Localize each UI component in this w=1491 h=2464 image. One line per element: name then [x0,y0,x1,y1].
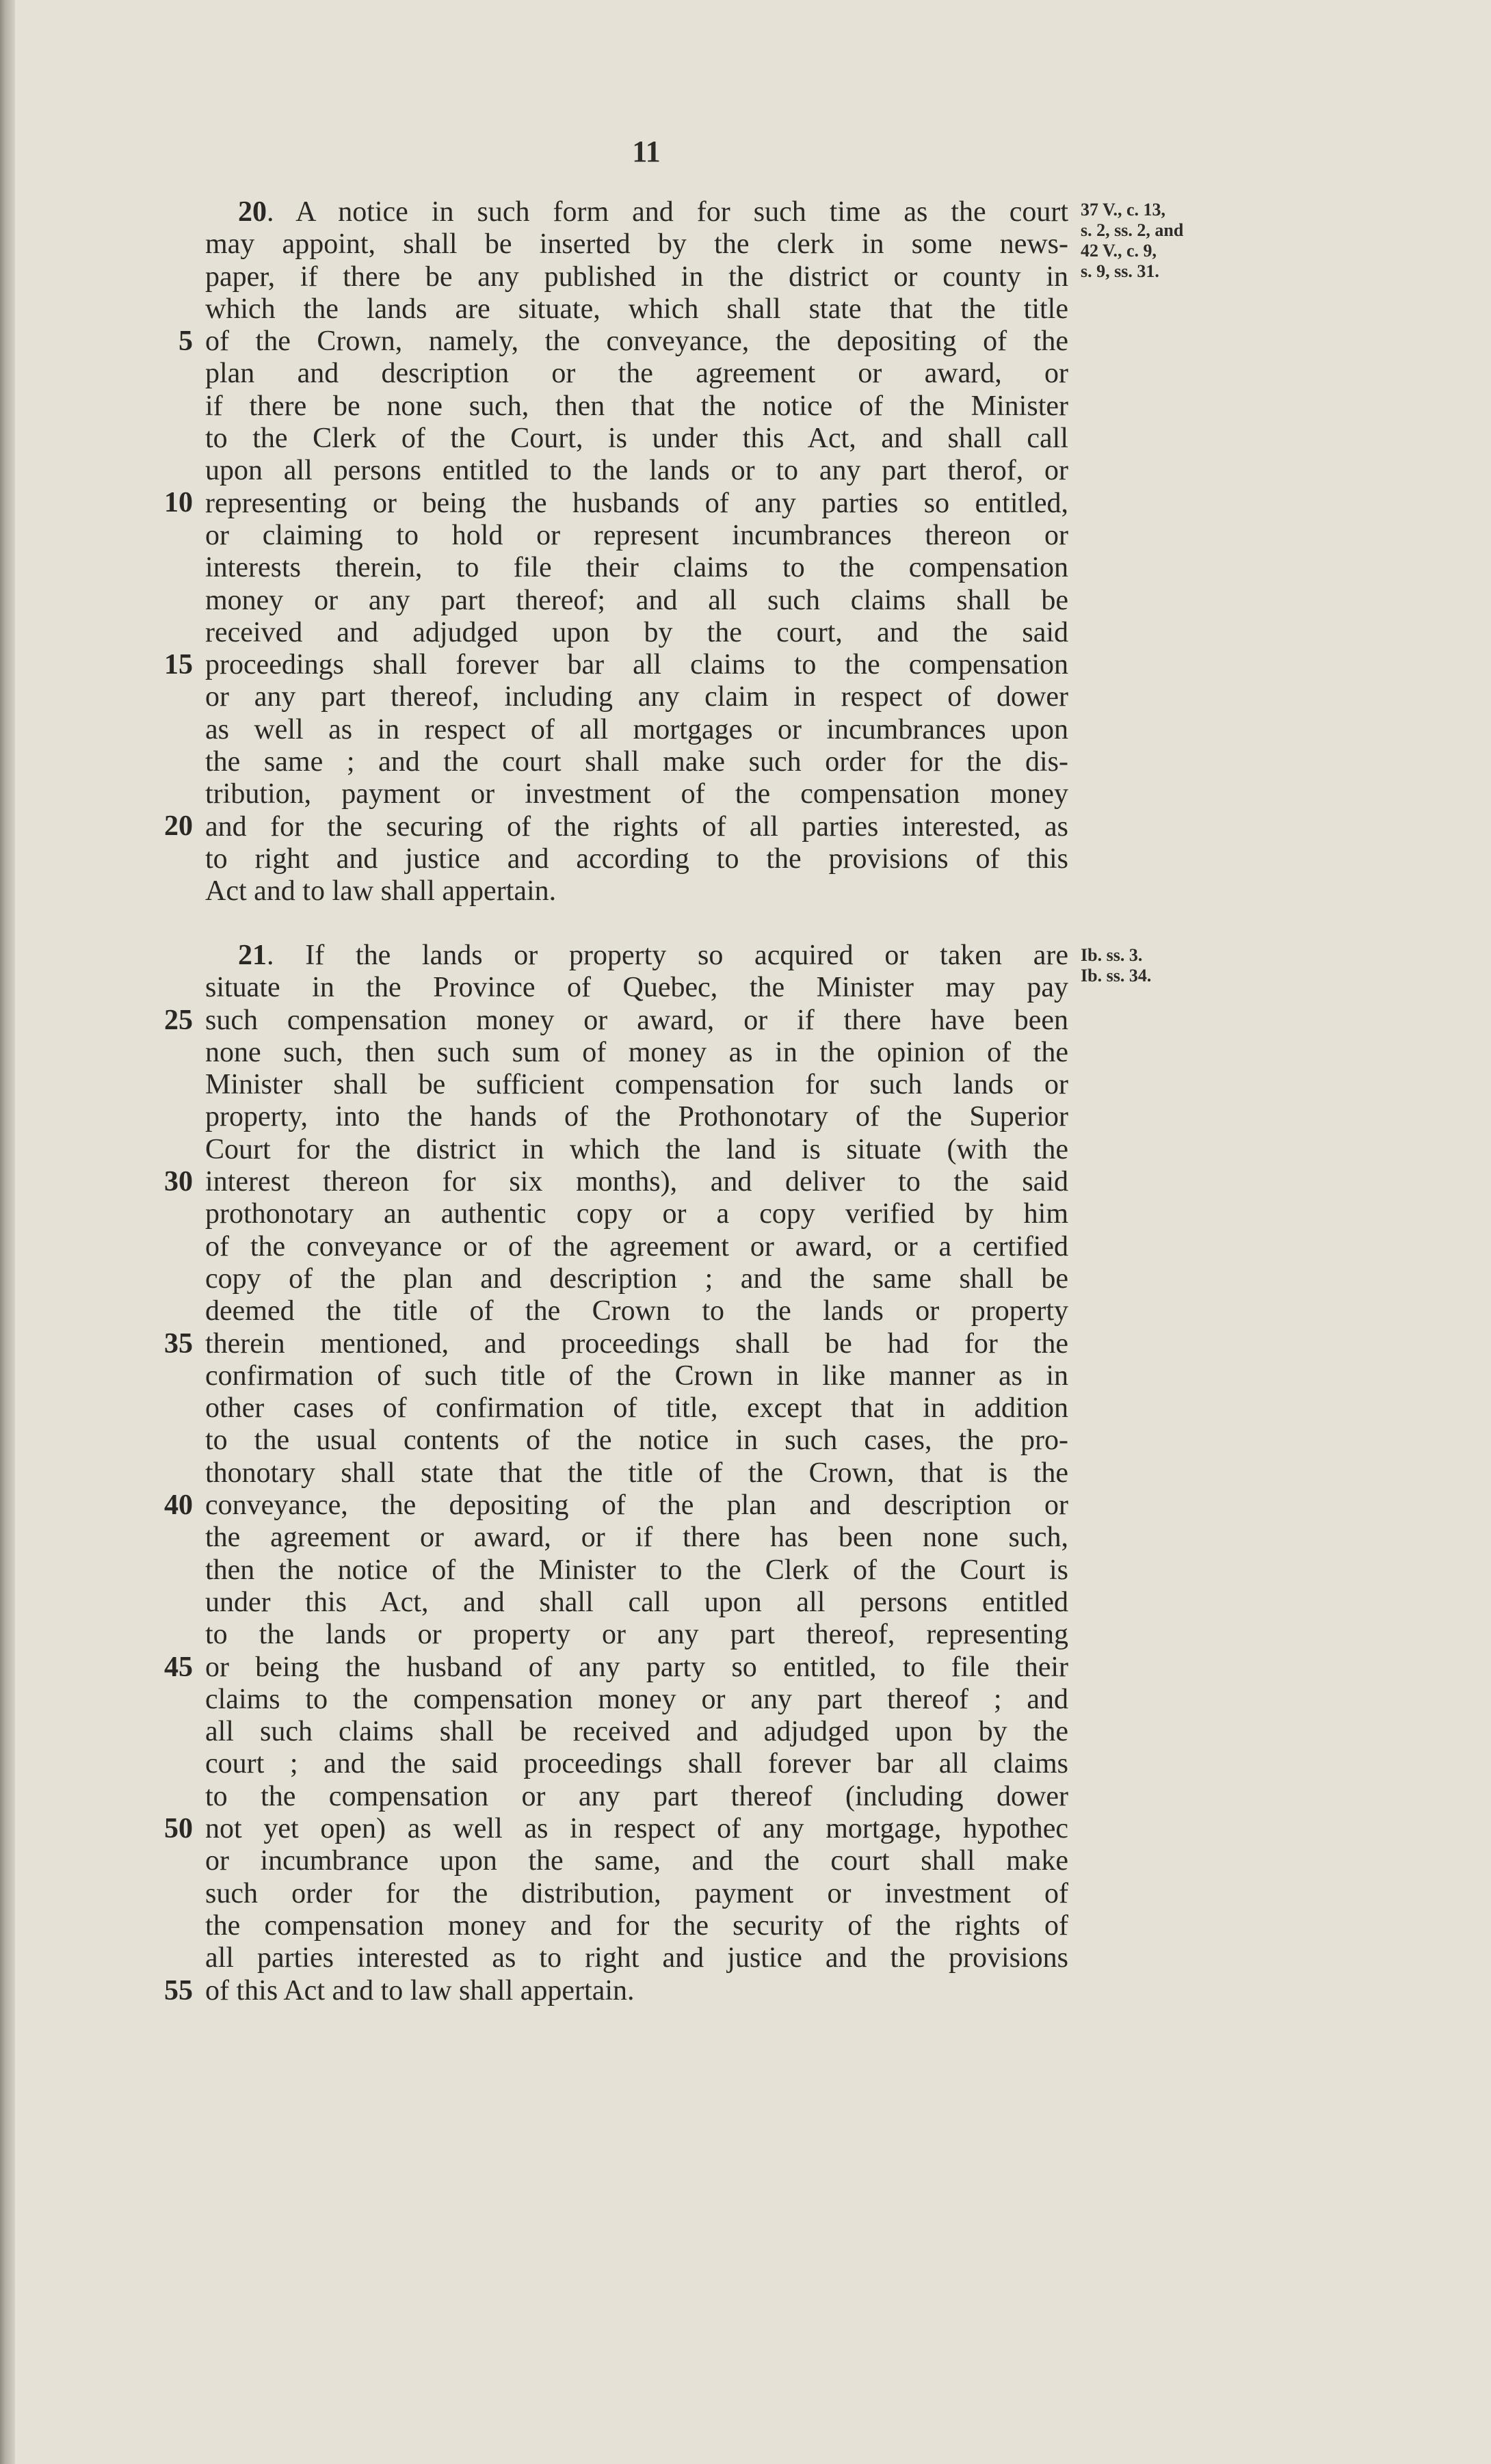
text-line: representing or being the husbands of any parties so entitled, [205,487,1068,519]
text-line: prothonotary an authentic copy or a copy verified by him [205,1198,1068,1230]
text-line: situate in the Province of Quebec, the Minister may pay [205,972,1068,1004]
line-number: 15 [164,649,193,680]
text-line: court ; and the said proceedings shall forever bar all claims [205,1748,1068,1780]
line-number: 10 [164,487,193,518]
text-line: Act and to law shall appertain. [205,875,557,908]
text-line: the same ; and the court shall make such order for the dis- [205,746,1068,778]
section-21-number: 21 [238,940,267,971]
text-line: of this Act and to law shall appertain. [205,1974,635,2006]
text-line: proceedings shall forever bar all claims to the compensation [205,649,1068,681]
page-number: 11 [632,135,661,168]
text-line: the agreement or award, or if there has been none such, [205,1522,1068,1554]
text-line: or being the husband of any party so entitled, to file their [205,1651,1068,1683]
text-line: to right and justice and according to the provisions of this [205,843,1068,875]
text-line: therein mentioned, and proceedings shall be had for the [205,1327,1068,1360]
section-21-line-1: 21. If the lands or property so acquired or taken are [238,940,1068,971]
section-20-number: 20 [238,196,267,228]
text-line: property, into the hands of the Prothonotary of the Superior [205,1101,1068,1133]
line-number: 45 [164,1652,193,1683]
section-20-line-1: 20. A notice in such form and for such time as the court [238,196,1068,228]
line-number: 30 [164,1166,193,1197]
text-line: such order for the distribution, payment or investment of [205,1877,1068,1909]
text-line: deemed the title of the Crown to the lands or property [205,1295,1068,1327]
text-line: Minister shall be sufficient compensation for such lands or [205,1069,1068,1101]
text-line: not yet open) as well as in respect of any mortgage, hypothec [205,1813,1068,1845]
text-line: if there be none such, then that the notice of the Minister [205,390,1068,422]
text-line: all parties interested as to right and justice and the provisions [205,1942,1068,1974]
line-number: 25 [164,1005,193,1036]
text-line: and for the securing of the rights of all parties interested, as [205,810,1068,843]
text-line: to the usual contents of the notice in such cases, the pro- [205,1425,1068,1457]
text-line: to the Clerk of the Court, is under this Act, and shall call [205,423,1068,455]
line-number: 55 [164,1975,193,2006]
margin-note-section-20: 37 V., c. 13, s. 2, ss. 2, and 42 V., c. 9, s. 9, ss. 31. [1081,200,1184,281]
text-line: thonotary shall state that the title of the Crown, that is the [205,1457,1068,1489]
margin-note-section-21: Ib. ss. 3. Ib. ss. 34. [1081,945,1152,985]
line-number: 5 [179,326,193,357]
text-line: which the lands are situate, which shall state that the title [205,293,1068,325]
text-line: upon all persons entitled to the lands or to any part therof, or [205,455,1068,487]
line-number: 35 [164,1328,193,1360]
text-line: of the Crown, namely, the conveyance, the depositing of the [205,326,1068,358]
text-line: money or any part thereof; and all such claims shall be [205,584,1068,616]
line-number: 40 [164,1489,193,1521]
text-line: such compensation money or award, or if there have been [205,1004,1068,1036]
text-line: or claiming to hold or represent incumbrances thereon or [205,519,1068,551]
text-line: claims to the compensation money or any part thereof ; and [205,1683,1068,1715]
text-line: confirmation of such title of the Crown in like manner as in [205,1360,1068,1392]
text-line: conveyance, the depositing of the plan and description or [205,1489,1068,1522]
line-number: 20 [164,810,193,842]
section-21 [205,940,1068,2007]
section-20 [205,196,1068,908]
text-line: tribution, payment or investment of the compensation money [205,778,1068,810]
text-line: received and adjudged upon by the court, and the said [205,616,1068,648]
text-line: interest thereon for six months), and deliver to the said [205,1166,1068,1198]
text-line: the compensation money and for the security of the rights of [205,1909,1068,1942]
text-line: or any part thereof, including any claim in respect of dower [205,681,1068,713]
text-line: none such, then such sum of money as in the opinion of the [205,1036,1068,1068]
text-line: to the compensation or any part thereof (including dower [205,1780,1068,1812]
text-line: all such claims shall be received and adjudged upon by the [205,1716,1068,1748]
line-number: 50 [164,1813,193,1844]
text-line: interests therein, to file their claims to the compensation [205,552,1068,584]
text-line: to the lands or property or any part thereof, representing [205,1619,1068,1651]
text-line: then the notice of the Minister to the Clerk of the Court is [205,1554,1068,1586]
text-line: plan and description or the agreement or award, or [205,358,1068,390]
text-line: paper, if there be any published in the district or county in [205,261,1068,293]
page-binding-edge [0,0,15,2464]
text-line: under this Act, and shall call upon all persons entitled [205,1586,1068,1618]
text-line: other cases of confirmation of title, except that in addition [205,1392,1068,1425]
text-line: of the conveyance or of the agreement or award, or a certified [205,1230,1068,1262]
text-line: copy of the plan and description ; and the same shall be [205,1262,1068,1295]
text-line: as well as in respect of all mortgages or incumbrances upon [205,713,1068,745]
text-line: may appoint, shall be inserted by the clerk in some news- [205,228,1068,261]
text-line: or incumbrance upon the same, and the court shall make [205,1845,1068,1877]
text-line: Court for the district in which the land is situate (with the [205,1133,1068,1165]
